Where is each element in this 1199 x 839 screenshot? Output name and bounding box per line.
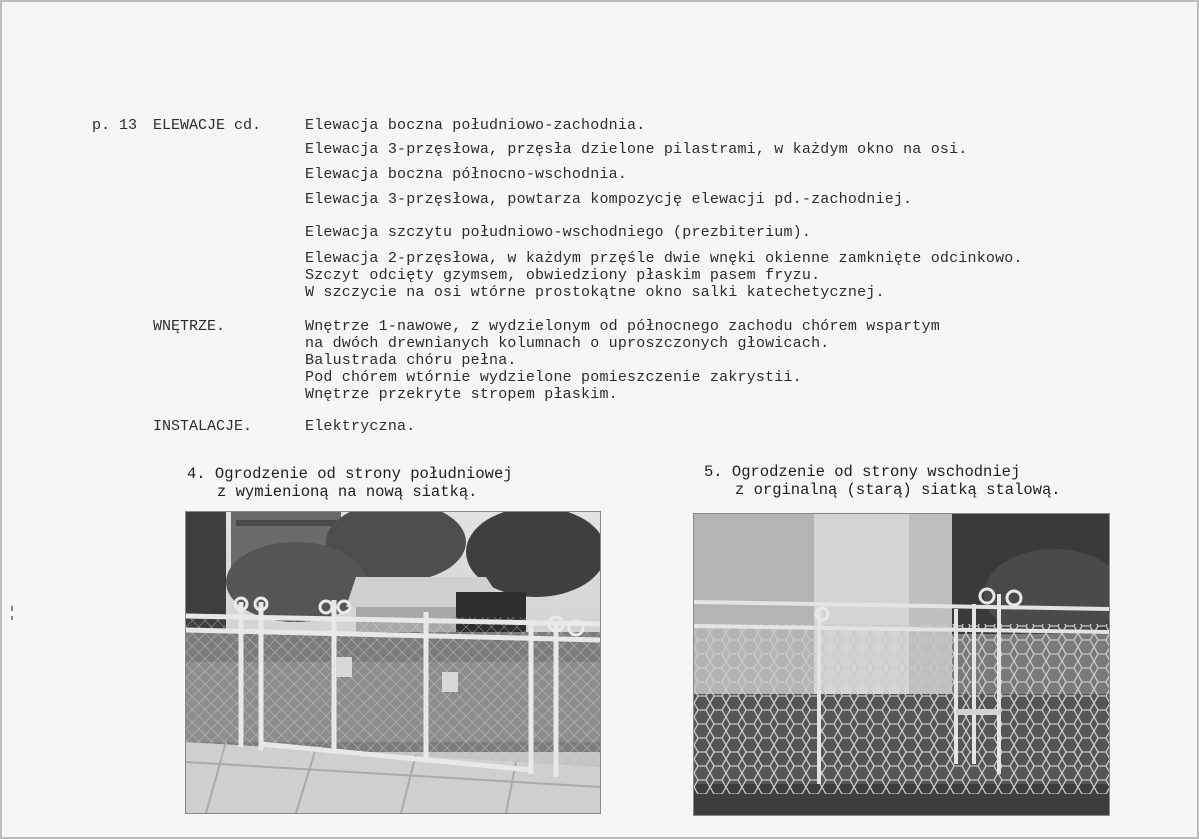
section-reference: p. 13 bbox=[92, 117, 138, 134]
photo-south-fence bbox=[185, 511, 601, 814]
section-heading-wnetrze: WNĘTRZE. bbox=[153, 318, 226, 335]
photo-caption: 4. Ogrodzenie od strony południowej bbox=[187, 465, 513, 483]
elewacje-line: Elewacja 3-przęsłowa, przęsła dzielone pilastrami, w każdym okno na osi. bbox=[305, 141, 968, 158]
elewacje-line: W szczycie na osi wtórne prostokątne okno salki katechetycznej. bbox=[305, 284, 885, 301]
photo-caption: 5. Ogrodzenie od strony wschodniej bbox=[704, 463, 1021, 481]
elewacje-line: Elewacja szczytu południowo-wschodniego (prezbiterium). bbox=[305, 224, 812, 241]
wnetrze-line: Pod chórem wtórnie wydzielone pomieszczenie zakrystii. bbox=[305, 369, 802, 386]
margin-mark bbox=[10, 606, 14, 626]
section-heading-elewacje: ELEWACJE cd. bbox=[153, 117, 262, 134]
elewacje-line: Szczyt odcięty gzymsem, obwiedziony płaskim pasem fryzu. bbox=[305, 267, 821, 284]
wnetrze-line: Wnętrze 1-nawowe, z wydzielonym od północnego zachodu chórem wspartym bbox=[305, 318, 940, 335]
elewacje-line: Elewacja 2-przęsłowa, w każdym przęśle dwie wnęki okienne zamknięte odcinkowo. bbox=[305, 250, 1023, 267]
wnetrze-line: Balustrada chóru pełna. bbox=[305, 352, 517, 369]
elewacje-line: Elewacja 3-przęsłowa, powtarza kompozycję elewacji pd.-zachodniej. bbox=[305, 191, 913, 208]
elewacje-line: Elewacja boczna północno-wschodnia. bbox=[305, 166, 628, 183]
wnetrze-line: na dwóch drewnianych kolumnach o uproszczonych głowicach. bbox=[305, 335, 830, 352]
instalacje-value: Elektryczna. bbox=[305, 418, 416, 435]
photo-caption: z orginalną (starą) siatką stalową. bbox=[735, 481, 1061, 499]
section-heading-instalacje: INSTALACJE. bbox=[153, 418, 253, 435]
elewacje-line: Elewacja boczna południowo-zachodnia. bbox=[305, 117, 646, 134]
photo-caption: z wymienioną na nową siatką. bbox=[217, 483, 478, 501]
photo-east-fence bbox=[693, 513, 1110, 816]
wnetrze-line: Wnętrze przekryte stropem płaskim. bbox=[305, 386, 618, 403]
